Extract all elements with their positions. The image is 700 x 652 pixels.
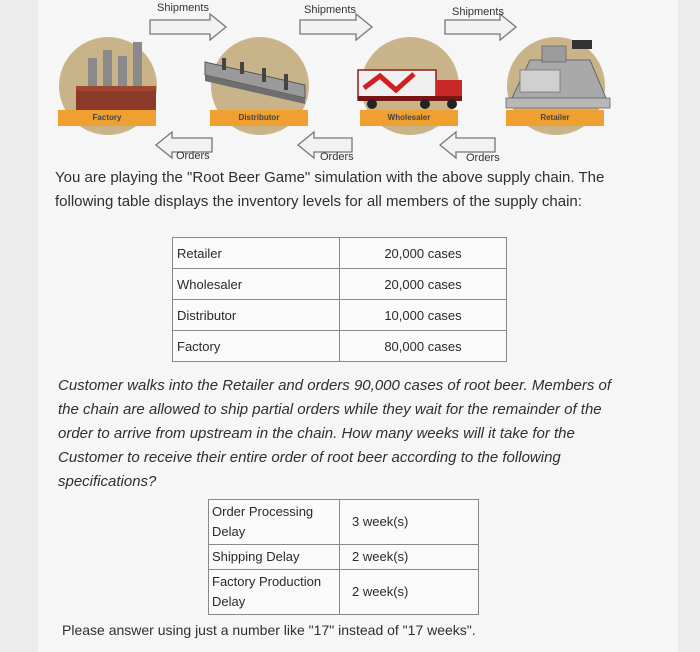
- supply-chain-diagram: [0, 0, 700, 170]
- question-text: Customer walks into the Retailer and orders 90,000 cases of root beer. Members of the chain are allowed to ship partial orders while they wait for the remainder of the order to arrive from upstream in the chain. How many weeks will it take for the Customer to receive their entire order of root beer according to the following specifications?: [58, 377, 612, 490]
- intro-text: You are playing the "Root Beer Game" simulation with the above supply chain. The following table displays the inventory levels for all members of the supply chain:: [55, 169, 605, 210]
- shipments-label-1: Shipments: [157, 2, 209, 14]
- retailer-label: Retailer: [540, 113, 570, 122]
- orders-label-1: Orders: [176, 150, 210, 162]
- member-cell: Retailer: [173, 238, 340, 269]
- shipments-label-2: Shipments: [304, 4, 356, 16]
- level-cell: 20,000 cases: [340, 269, 507, 300]
- table-row: [173, 238, 507, 269]
- table-row: [173, 331, 507, 362]
- level-cell: 80,000 cases: [340, 331, 507, 362]
- inventory-table: [172, 237, 507, 362]
- shipment-arrow-1: [150, 14, 226, 40]
- table-row: [173, 300, 507, 331]
- table-row: [209, 545, 479, 570]
- member-cell: Wholesaler: [173, 269, 340, 300]
- table-row: [209, 570, 479, 615]
- level-cell: 10,000 cases: [340, 300, 507, 331]
- table-row: [173, 269, 507, 300]
- level-cell: 20,000 cases: [340, 238, 507, 269]
- supply-chain-graphic: [0, 0, 700, 170]
- spec-value-cell: 3 week(s): [340, 500, 479, 545]
- factory-label: Factory: [92, 113, 122, 122]
- distributor-label: Distributor: [238, 113, 280, 122]
- shipment-arrow-2: [300, 14, 372, 40]
- shipments-label-3: Shipments: [452, 6, 504, 18]
- wholesaler-label: Wholesaler: [387, 113, 431, 122]
- orders-label-2: Orders: [320, 151, 354, 163]
- spec-value-cell: 2 week(s): [340, 570, 479, 615]
- specifications-table: [208, 499, 479, 615]
- spec-name-cell: Shipping Delay: [209, 545, 340, 570]
- spec-value-cell: 2 week(s): [340, 545, 479, 570]
- member-cell: Distributor: [173, 300, 340, 331]
- member-cell: Factory: [173, 331, 340, 362]
- table-row: [209, 500, 479, 545]
- orders-label-3: Orders: [466, 152, 500, 164]
- spec-name-cell: Factory Production Delay: [209, 570, 340, 615]
- answer-instruction: Please answer using just a number like "17" instead of "17 weeks".: [62, 622, 476, 638]
- cash-register-icon: [506, 40, 610, 108]
- spec-name-cell: Order Processing Delay: [209, 500, 340, 545]
